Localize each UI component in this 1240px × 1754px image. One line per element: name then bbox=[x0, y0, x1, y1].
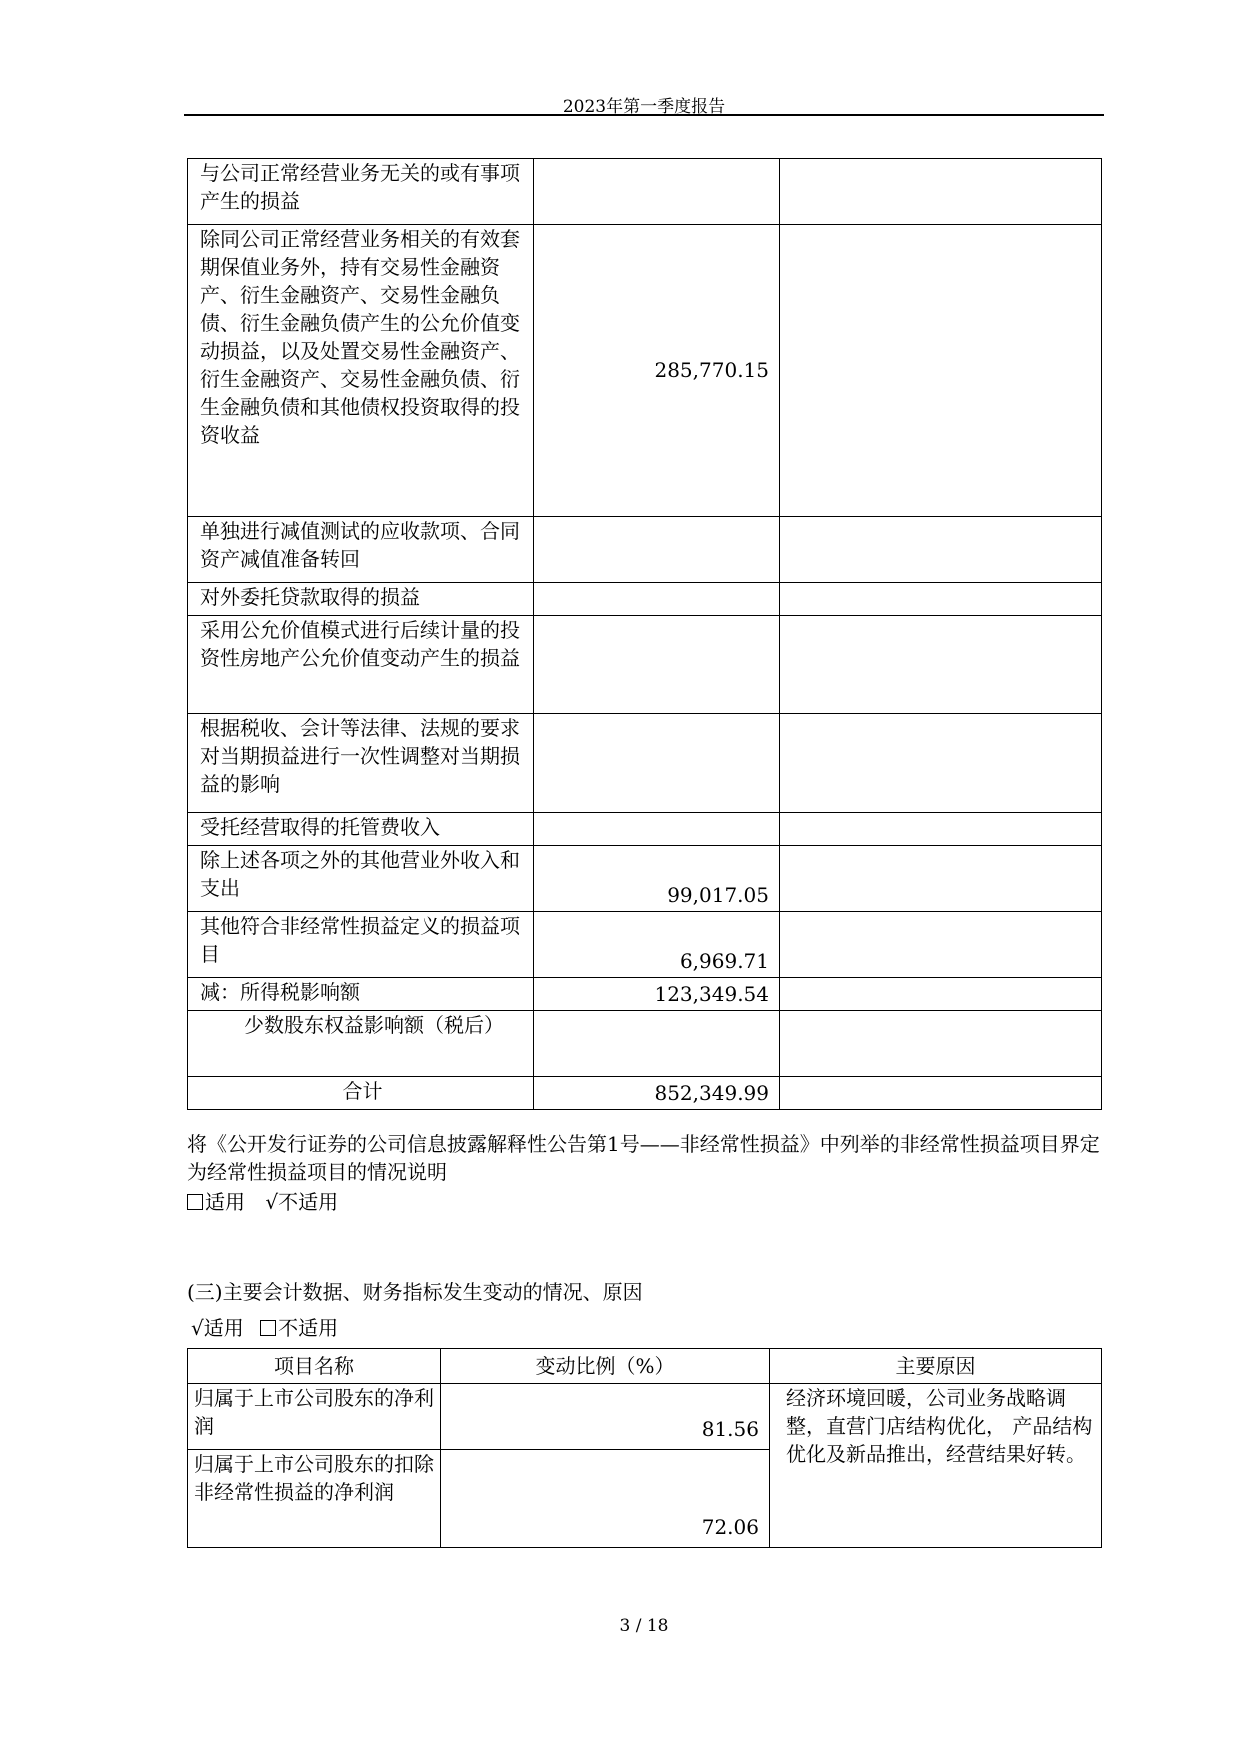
table-row bbox=[188, 517, 1102, 583]
section-title: (三)主要会计数据、财务指标发生变动的情况、原因 bbox=[187, 1280, 643, 1304]
item-label: 其他符合非经常性损益定义的损益项目 bbox=[188, 912, 534, 978]
table-row bbox=[188, 978, 1102, 1011]
item-label: 对外委托贷款取得的损益 bbox=[188, 583, 534, 616]
page-header-title: 2023年第一季度报告 bbox=[562, 97, 726, 117]
item-label: 单独进行减值测试的应收款项、合同资产减值准备转回 bbox=[188, 517, 534, 583]
section-options bbox=[191, 1314, 1111, 1342]
item-note bbox=[780, 846, 1102, 912]
table-row bbox=[188, 912, 1102, 978]
item-amount bbox=[534, 714, 780, 813]
item-label: 根据税收、会计等法律、法规的要求对当期损益进行一次性调整对当期损益的影响 bbox=[188, 714, 534, 813]
item-label: 除上述各项之外的其他营业外收入和支出 bbox=[188, 846, 534, 912]
column-header: 项目名称 bbox=[188, 1349, 441, 1384]
item-label: 与公司正常经营业务无关的或有事项产生的损益 bbox=[188, 159, 534, 225]
non-recurring-items-table bbox=[187, 158, 1102, 1110]
checkbox-empty-icon bbox=[187, 1194, 203, 1210]
change-ratio: 72.06 bbox=[441, 1450, 770, 1548]
header-rule bbox=[184, 114, 1104, 116]
item-note bbox=[780, 813, 1102, 846]
item-note bbox=[780, 714, 1102, 813]
item-label: 受托经营取得的托管费收入 bbox=[188, 813, 534, 846]
item-note bbox=[780, 1077, 1102, 1110]
item-note bbox=[780, 616, 1102, 714]
item-note bbox=[780, 159, 1102, 225]
table-row bbox=[188, 1384, 1102, 1450]
item-label: 除同公司正常经营业务相关的有效套期保值业务外，持有交易性金融资产、衍生金融资产、交易性金融负债、衍生金融负债产生的公允价值变动损益，以及处置交易性金融资产、衍生金融资产、交易性金融负债、衍生金融负债和其他债权投资取得的投资收益 bbox=[188, 225, 534, 517]
item-amount bbox=[534, 1011, 780, 1077]
note-paragraph: 将《公开发行证券的公司信息披露解释性公告第1号——非经常性损益》中列举的非经常性损益项目界定为经常性损益项目的情况说明 bbox=[187, 1132, 1100, 1184]
table-row bbox=[188, 225, 1102, 517]
item-note bbox=[780, 517, 1102, 583]
item-label: 减：所得税影响额 bbox=[188, 978, 534, 1011]
item-amount bbox=[534, 583, 780, 616]
item-amount: 99,017.05 bbox=[534, 846, 780, 912]
option-not-applicable: √不适用 bbox=[265, 1190, 339, 1214]
item-amount bbox=[534, 813, 780, 846]
table-row bbox=[188, 1011, 1102, 1077]
item-note bbox=[780, 1011, 1102, 1077]
table-row bbox=[188, 813, 1102, 846]
table-row bbox=[188, 846, 1102, 912]
table-row bbox=[188, 159, 1102, 225]
item-label: 少数股东权益影响额（税后） bbox=[188, 1011, 534, 1077]
item-note bbox=[780, 225, 1102, 517]
total-label: 合计 bbox=[188, 1077, 534, 1110]
table-row bbox=[188, 714, 1102, 813]
main-reason: 经济环境回暖，公司业务战略调整，直营门店结构优化， 产品结构优化及新品推出，经营结果好转。 bbox=[770, 1384, 1102, 1548]
item-amount: 285,770.15 bbox=[534, 225, 780, 517]
item-amount bbox=[534, 517, 780, 583]
item-amount: 123,349.54 bbox=[534, 978, 780, 1011]
column-header: 变动比例（%） bbox=[441, 1349, 770, 1384]
item-amount: 6,969.71 bbox=[534, 912, 780, 978]
table-row-total bbox=[188, 1077, 1102, 1110]
note-options bbox=[187, 1188, 1107, 1216]
total-amount: 852,349.99 bbox=[534, 1077, 780, 1110]
option-applicable: √适用 bbox=[191, 1316, 244, 1340]
item-amount bbox=[534, 159, 780, 225]
item-name: 归属于上市公司股东的净利润 bbox=[188, 1384, 441, 1450]
item-name: 归属于上市公司股东的扣除非经常性损益的净利润 bbox=[188, 1450, 441, 1548]
column-header: 主要原因 bbox=[770, 1349, 1102, 1384]
item-note bbox=[780, 978, 1102, 1011]
item-amount bbox=[534, 616, 780, 714]
table-row bbox=[188, 583, 1102, 616]
page-number: 3 / 18 bbox=[619, 1616, 669, 1636]
option-applicable: 适用 bbox=[205, 1190, 245, 1214]
change-reasons-table bbox=[187, 1348, 1102, 1548]
table-header-row bbox=[188, 1349, 1102, 1384]
table-row bbox=[188, 616, 1102, 714]
checkbox-empty-icon bbox=[260, 1320, 276, 1336]
item-label: 采用公允价值模式进行后续计量的投资性房地产公允价值变动产生的损益 bbox=[188, 616, 534, 714]
option-not-applicable: 不适用 bbox=[278, 1316, 339, 1340]
item-note bbox=[780, 912, 1102, 978]
change-ratio: 81.56 bbox=[441, 1384, 770, 1450]
item-note bbox=[780, 583, 1102, 616]
